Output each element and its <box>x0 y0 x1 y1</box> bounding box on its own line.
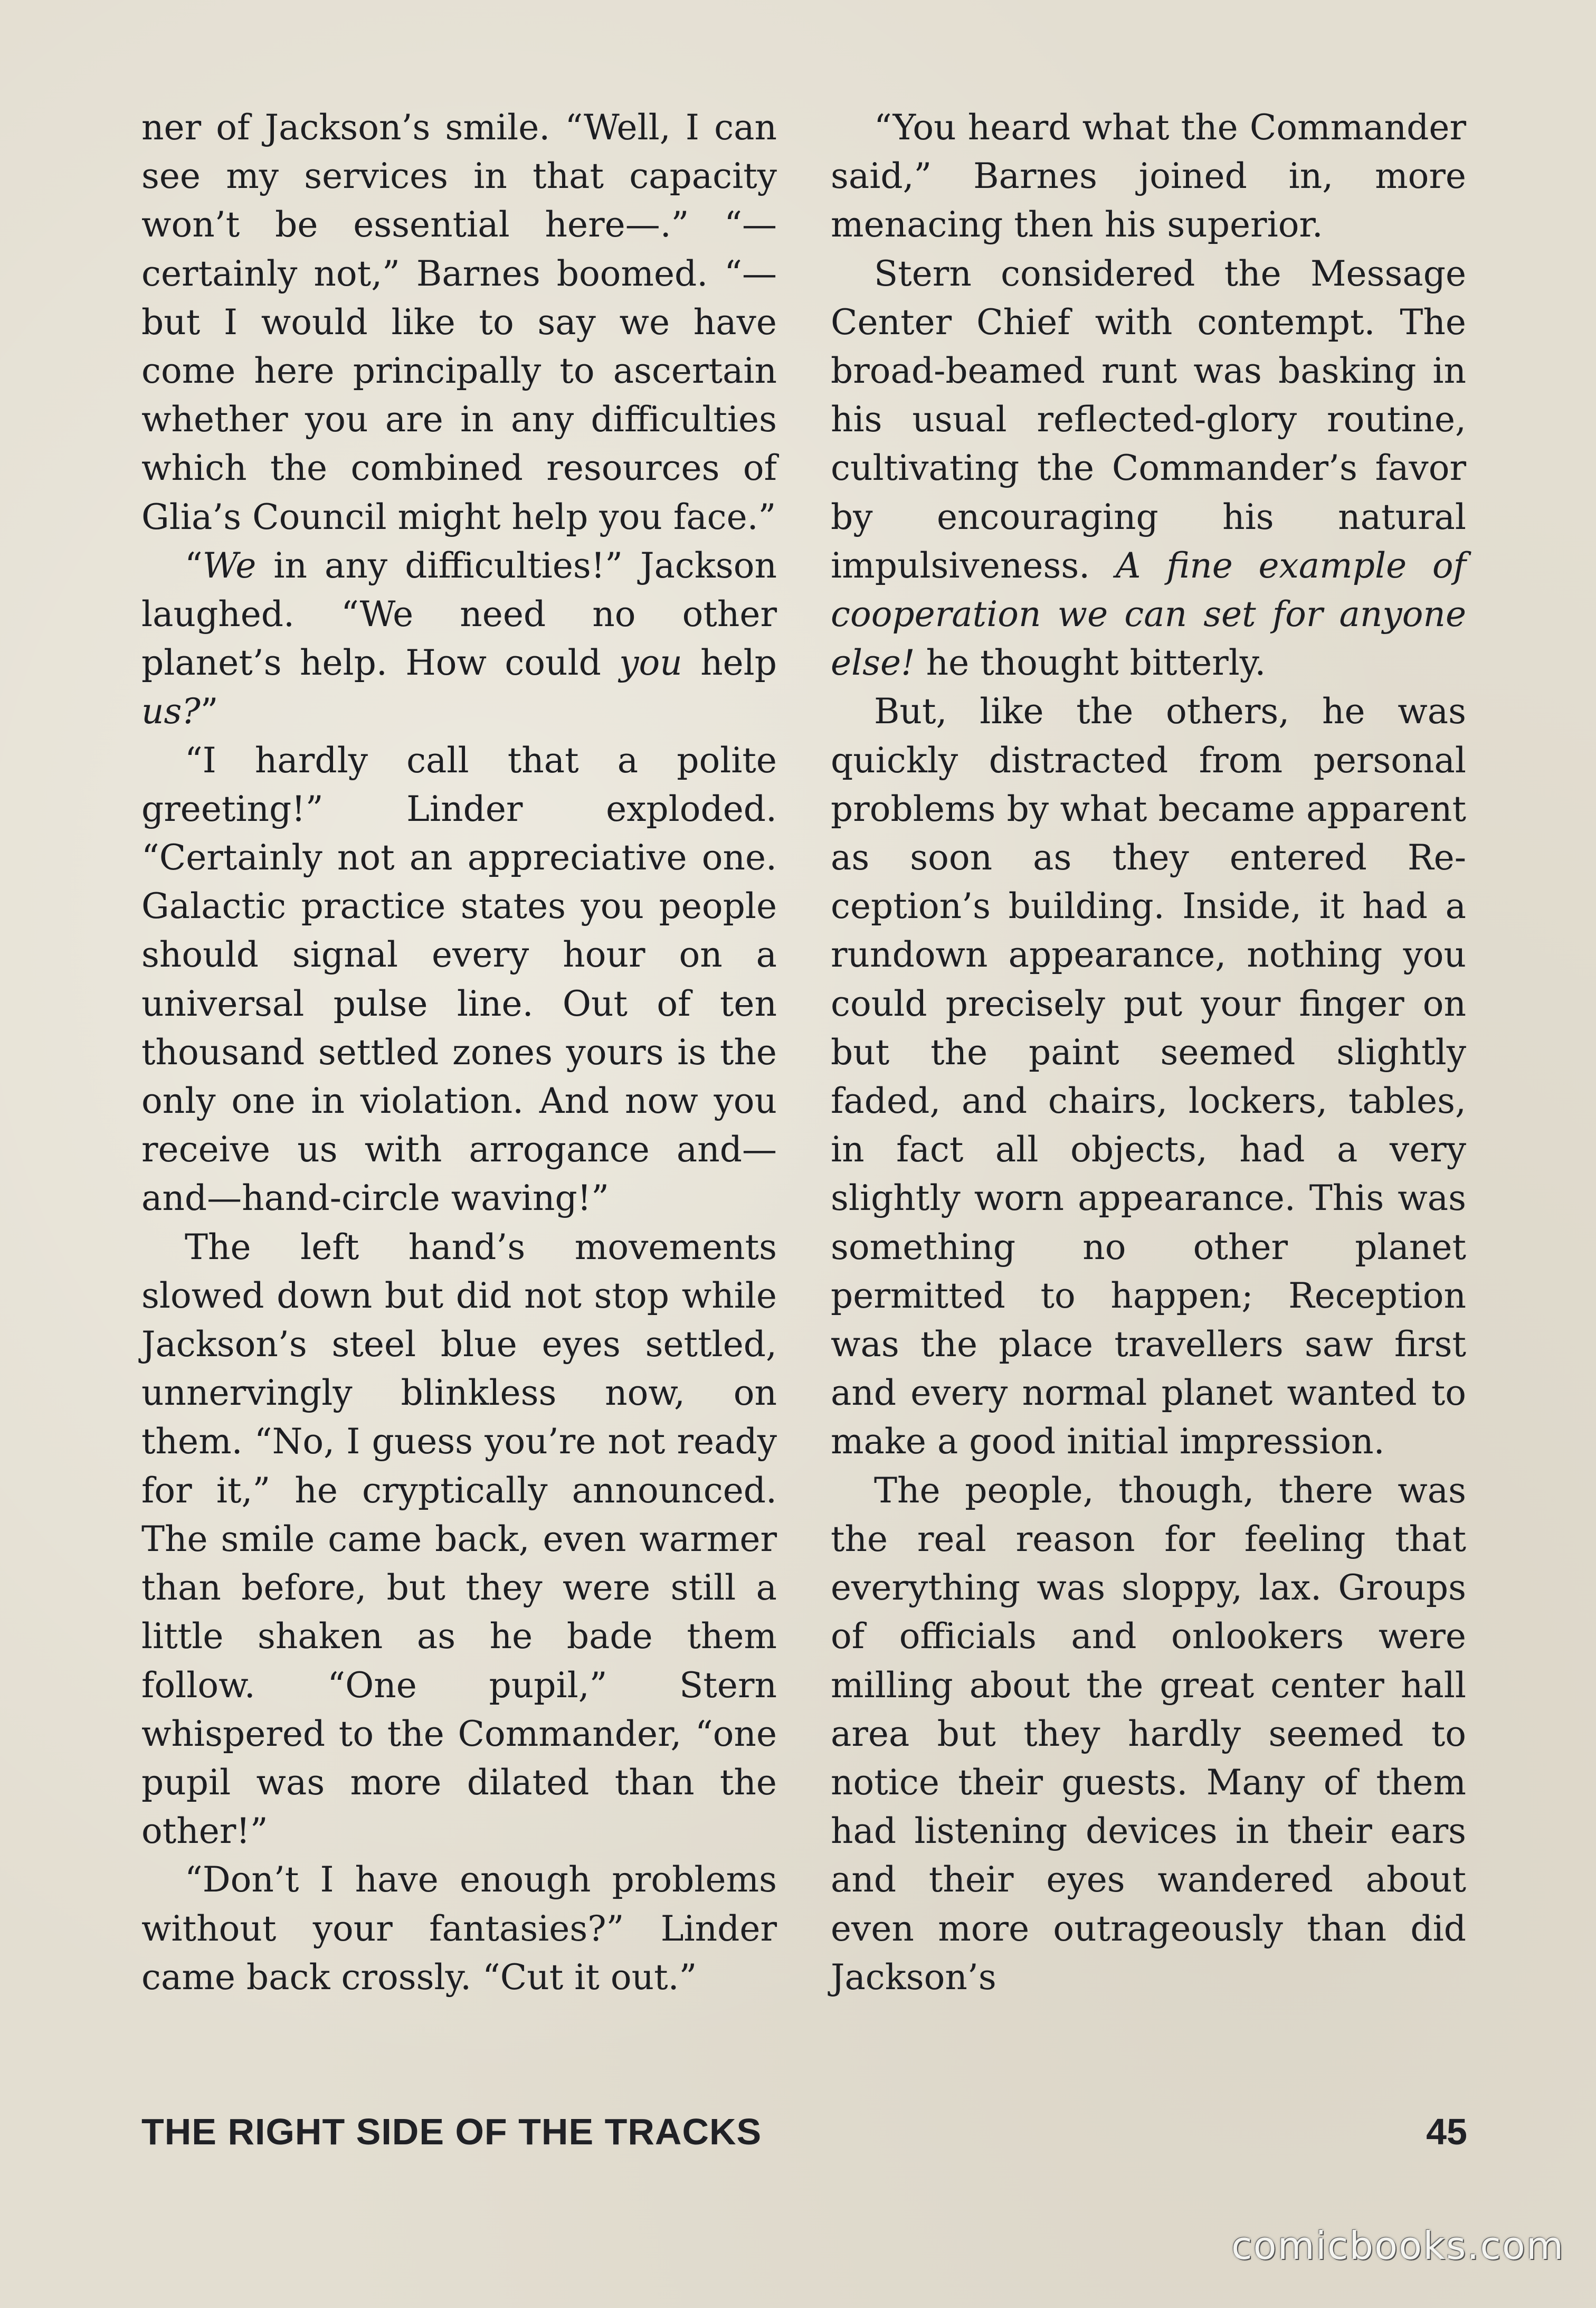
page-footer <box>141 2111 1467 2161</box>
text-run: in any difficulties!” Jackson laughed. “We need no other planet’s help. How could <box>141 545 777 684</box>
text-run: he thought bitterly. <box>915 642 1266 684</box>
text-run: The left hand’s movements slowed down but did not stop while Jackson’s steel blue eyes settled, unnervingly blinkless now, on them. “No, I guess you’re not ready for it,” he cryptically announced. The smile came back, even warmer than before, but they were still a little shaken as he bade them follow. “One pupil,” Stern whispered to the Commander, “one pupil was more dilated than the other!” <box>141 1226 777 1852</box>
watermark: comicbooks.com <box>1231 2224 1564 2268</box>
text-run: “ <box>185 545 203 586</box>
page-number: 45 <box>1426 2111 1467 2152</box>
paragraph <box>831 1467 1466 2002</box>
text-run: But, like the others, he was quickly distracted from personal problems by what became apparent as soon as they entered Reception’s building. Inside, it had a rundown appearance, nothing you could precisely put your finger on but the paint seemed slightly faded, and chairs, lockers, tables, in fact all objects, had a very slightly worn appearance. This was something no other planet permitted to happen; Reception was the place travellers saw first and every normal planet wanted to make a good initial impression. <box>831 691 1466 1462</box>
italic-text: A fine example of cooperation we can set for anyone else! <box>831 545 1466 684</box>
left-text-column <box>141 103 777 2002</box>
text-run: The people, though, there was the real reason for feeling that everything was sloppy, lax. Groups of officials and onlookers were milling about the great center hall area but they hardly seemed to notice their guests. Many of them had listening devices in their ears and their eyes wandered about even more outrageously than did Jackson’s <box>831 1470 1466 1998</box>
italic-text: us? <box>141 691 201 732</box>
paragraph <box>141 103 777 542</box>
text-run: “You heard what the Commander said,” Barnes joined in, more menacing then his superior. <box>831 107 1466 245</box>
paragraph <box>831 250 1466 688</box>
paragraph <box>141 736 777 1223</box>
text-run: ner of Jackson’s smile. “Well, I can see my services in that capacity won’t be essential here—.” “—certainly not,” Barnes boomed. “—but I would like to say we have come here principally to ascertain whether you are in any difficulties which the combined resources of Glia’s Council might help you face.” <box>141 107 777 537</box>
text-run: “Don’t I have enough problems without your fantasies?” Linder came back crossly. “Cut it out.” <box>141 1859 777 1998</box>
italic-text: We <box>202 545 256 586</box>
text-run: ” <box>200 691 218 732</box>
text-run: help <box>682 642 777 684</box>
running-title: THE RIGHT SIDE OF THE TRACKS <box>141 2111 762 2152</box>
paragraph <box>141 542 777 736</box>
paragraph <box>831 103 1466 250</box>
italic-text: you <box>619 642 682 684</box>
text-run: “I hardly call that a polite greeting!” Linder exploded. “Certainly not an appreciative one. Galactic practice states you people should signal every hour on a universal pulse line. Out of ten thousand settled zones yours is the only one in violation. And now you receive us with arrogance and— and—hand-circle waving!” <box>141 740 777 1219</box>
paragraph <box>141 1223 777 1856</box>
paragraph <box>831 687 1466 1466</box>
text-run: Stern considered the Message Center Chief with contempt. The broad-beamed runt was basking in his usual reflected-glory routine, cultivating the Commander’s favor by encouraging his natural impulsiveness. <box>831 253 1466 586</box>
paragraph <box>141 1856 777 2002</box>
right-text-column <box>831 103 1466 2002</box>
